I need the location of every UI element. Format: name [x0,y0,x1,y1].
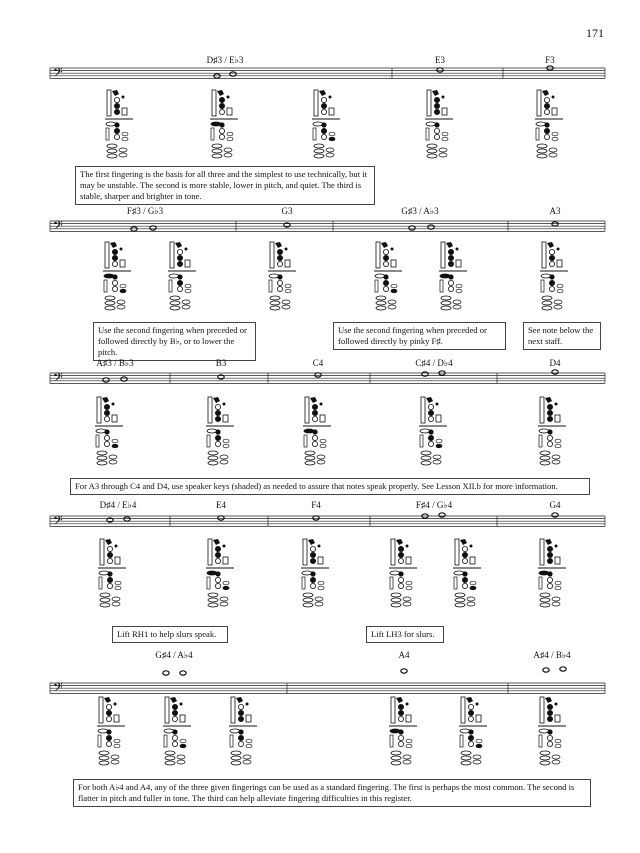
note-label: F4 [311,500,321,510]
fingering-chart [96,537,130,611]
fingering-chart [161,695,195,769]
page-number: 171 [586,26,604,40]
note-head [218,516,224,520]
fingering-chart [103,88,137,162]
note-label: G4 [549,500,561,510]
fingering-chart [301,395,335,469]
note-label: A♯3 / B♭3 [96,358,134,368]
fingering-note: Lift RH1 to help slurs speak. [112,626,228,643]
bass-clef-icon: 𝄢 [53,220,63,236]
fingering-chart [93,395,127,469]
note-head [560,667,566,671]
note-head [543,668,549,672]
note-label: B3 [215,358,227,368]
note-label: C♯4 / D♭4 [415,358,453,368]
fingering-note: Lift LH3 for slurs. [366,626,444,643]
fingering-chart [536,537,570,611]
note-label: A3 [549,206,561,216]
fingering-chart [299,537,333,611]
fingering-chart [387,537,421,611]
fingering-chart [536,395,570,469]
note-label: F3 [545,55,555,65]
note-label: F♯4 / G♭4 [415,500,453,510]
note-label: G♯4 / A♭4 [155,650,193,660]
fingering-chart [204,537,238,611]
note-head [437,68,443,72]
note-label: G♯3 / A♭3 [401,206,439,216]
fingering-chart [372,240,406,314]
note-label: C4 [312,358,324,368]
fingering-chart [417,395,451,469]
note-label: D♯4 / E♭4 [99,500,137,510]
bass-clef-icon: 𝄢 [53,67,63,83]
fingering-note: For A3 through C4 and D4, use speaker keys (shaded) as needed to assure that notes speak properly. See Lesson XII.b for more information. [70,478,590,495]
fingering-note: The first fingering is the basis for all three and the simplest to use technically, but it may be unstable. The second is more stable, lower in pitch, and quiet. The third is stable, sharper and brighter in tone. [75,166,375,205]
note-label: A4 [398,650,410,660]
fingering-note: Use the second fingering when preceded or followed directly by B♭, or to lower the pitch. [93,322,256,361]
note-label: D♯3 / E♭3 [206,55,244,65]
note-head [552,513,558,517]
note-head [313,516,319,520]
fingering-chart [166,240,200,314]
note-head [552,370,558,374]
note-head [163,671,169,675]
fingering-chart [387,695,421,769]
bass-clef-icon: 𝄢 [53,682,63,698]
note-head [552,222,558,226]
fingering-chart [204,395,238,469]
note-label: E3 [435,55,445,65]
fingering-chart [227,695,261,769]
note-head [401,669,407,673]
note-head [180,671,186,675]
fingering-chart [451,537,485,611]
note-label: F♯3 / G♭3 [126,206,164,216]
fingering-chart [101,240,135,314]
fingering-note: See note below the next staff. [523,322,601,350]
fingering-note: Use the second fingering when preceded or followed directly by pinky F♯. [333,322,506,350]
bass-clef-icon: 𝄢 [53,372,63,388]
fingering-chart [423,88,457,162]
note-label: A♯4 / B♭4 [533,650,571,660]
note-label: D4 [549,358,561,368]
fingering-chart [533,88,567,162]
fingering-chart [95,695,129,769]
note-head [124,517,130,521]
fingering-chart [266,240,300,314]
fingering-chart [310,88,344,162]
fingering-chart [437,240,471,314]
bass-clef-icon: 𝄢 [53,515,63,531]
fingering-chart [538,240,572,314]
fingering-chart [208,88,242,162]
note-head [315,373,321,377]
note-head [439,513,445,517]
fingering-chart [536,695,570,769]
note-label: E4 [216,500,226,510]
note-label: G3 [281,206,293,216]
fingering-note: For both A♭4 and A4, any of the three given fingerings can be used as a standard fingering. The first is perhaps the most common. The second is flatter in pitch and fuller in tone. The third can help alleviate fingering difficulties in this register. [73,779,591,807]
fingering-chart [457,695,491,769]
